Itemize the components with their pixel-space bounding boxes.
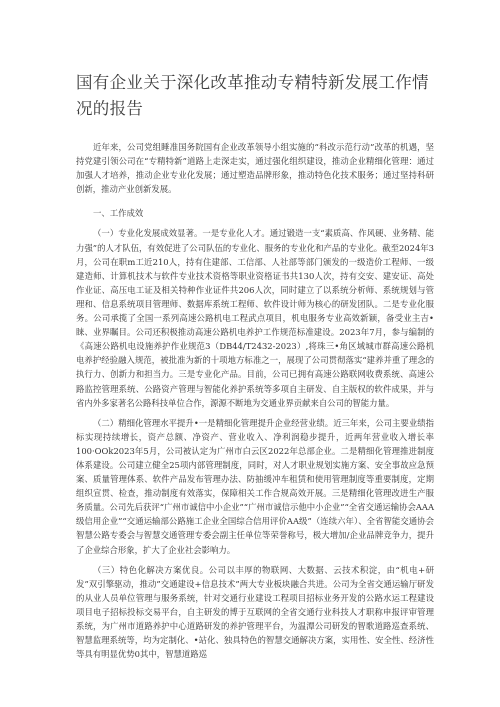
paragraph-refined-management: （二）精细化管理水平提升•一是精细化管理提升企业经营业绩。近三年来，公司主要业绩指标实现持续增长，资产总额、净资产、营业收入、净利润稳步提升，近两年营业收入增长率100·OOk2023年5月，公司被认定为广州市白云区2022年总部企业。二是精细化管理推进制度体系建设。公司建立健全25项内部管理制度，同时，对人才职业规划实施方案、安全事故应急预案、质量管理体系、软件产品发布管理办法、防抽缓冲车租赁和使用管理制度等重要制度，定期组织宣贯、检查，推动制度有效落实，保障相关工作合规高效开展。三是精细化管理改进生产服务质量。公司先后获评“广州市诚信中小企业”“广州市诚信示他中小企业”“全省交通运输协会AAA级信用企业”“交通运输部公路施工企业全国综合信用评价AA级”（连续六年）、全省智能交通协会智慧公路专委会与智慧交通管理专委会副主任单位等荣誉称号，极大增加/企业品牌竞争力，提升了企业综合形象，扩大了企业社会影响力。 <box>76 417 434 555</box>
paragraph-specialization: （一）专业化发展成效显著。一是专业化人才。通过锻造一支“素质高、作风硬、业务精、能力强”的人才队伍，有效促进了公司队伍的专业化、服务的专业化和产品的专业化。截至2024年3月，公司在职m工近210人，持有住建部、工信部、人社部等部门颁发的一级造价工程师、一级建造师、计算机技术与软件专业技术资格等职业资格证书共130人次，持有交安、建安证、高处作业证、高压电工证及相关特种作业证件共206人次，同时建立了以系统分析师、系统规划与管理和、信息系统项目管理师、数据库系统工程师、软件设计师为核心的研发团队。二是专业化服务。公司承揽了全国一系列高速公路机电工程武点项目，机电服务专业高效新颖，备受业主吉•睐、业界瞩目。公司还积极推动高速公路机电养护工作规范标准建设。2023年7月，参与编制的《高速公路机电设施养护作业规范3（DB44/T2432-2023）,将珠三•角区域城市群高速公路机电养护经验融入规范，被批准为新的十项地方标准之一，展现了公司贯彻落实“建养并重了理念的执行力、创新力和担当力。三是专业化产品。目前，公司已拥有高速公路联网收费系统、高速公路监控管理系统、公路资产管理与智能化养护系统等多项自主研发、自主版权的软件成果，并与省内外多家著名公路科技单位合作，源源不断地为交通业界贡献来自公司的智能力量。 <box>76 228 434 408</box>
intro-paragraph: 近年来，公司党组睡准国务院国有企业改革领导小组实施的“科改示范行动”改革的机遇，坚持党建引领公司在“专精特新”道路上走深走实，通过强化组织建设，推动企业精细化管理：通过加强人才培养，推动企业专业化发展；通过塑造品牌形象，推动特色化技术服务；通过坚持科研创新，推动产业创新发展。 <box>76 142 434 195</box>
section-heading-work-results: 一、工作成效 <box>93 208 144 219</box>
document-title: 国有企业关于深化改革推动专精特新发展工作情况的报告 <box>76 73 429 118</box>
paragraph-featured-solutions: （三）特色化解决方案优良。公司以丰厚的物联网、大数据、云技术积淀，由“机电+研发”双引擎驱动，推动”交通建设+信息技术”两大专业板块融合共进。公司为全省交通运输厅研发的从业人员单位管理与服务系统，针对交通行业建设工程项目招标业务开发的公路水运工程建设项目电子招标投标交易平台，自主研发的博于互联网的全省交通行业科技人才职称申报评审管理系统，为广州市道路养护中心道路研发的养护管理平台，为温潭公司研发的智歌道路巡查系统、智慧监理系统等，均为定制化、•站化、独具特色的智慧交通解决方案，实用性、安全性、经济性等具有明显优势0其中，智慧道路巡 <box>76 564 434 660</box>
